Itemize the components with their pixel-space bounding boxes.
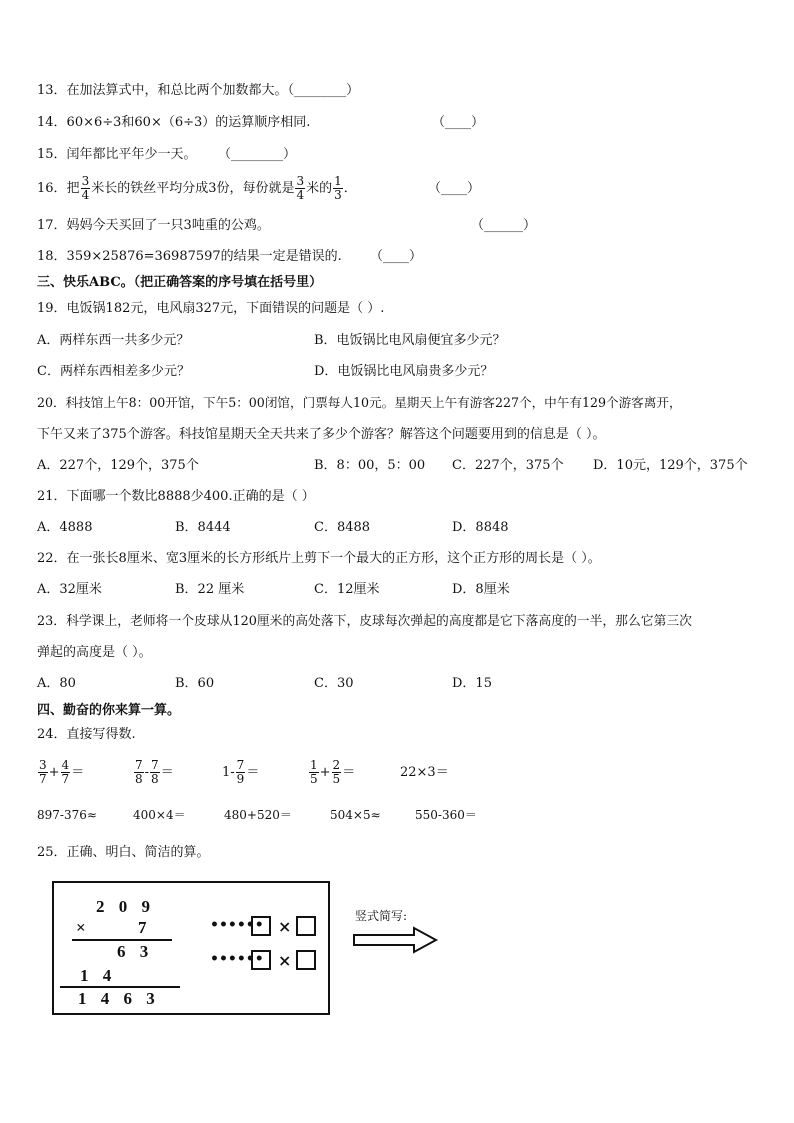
q13 [37, 82, 359, 100]
dots-row-1: •••••• [210, 917, 264, 933]
times-sign-row-1: × [278, 917, 292, 936]
vertical-line-multiplicand: 2 0 9 [96, 897, 155, 916]
numerator: 2 [332, 758, 341, 772]
q16-number: 16． [37, 181, 67, 196]
numerator: 7 [135, 758, 143, 772]
q24-item-3 [222, 756, 259, 790]
q24-row2-item-5: 550-360＝ [415, 808, 477, 822]
q22-option-d[interactable]: D．8厘米 [452, 582, 510, 597]
q19-option-c[interactable]: C．两样东西相差多少元？ [37, 364, 190, 379]
q22-option-c[interactable]: C．12厘米 [314, 582, 380, 597]
dots-row-2: •••••• [210, 951, 264, 967]
q24-item-4 [308, 756, 355, 790]
prefix: 1- [222, 765, 235, 780]
q18-number: 18． [37, 249, 67, 264]
equals: ＝ [246, 765, 260, 780]
q16-f2-numerator: 3 [296, 174, 305, 188]
denominator: 9 [236, 772, 245, 786]
operator: + [319, 765, 331, 780]
q16-fraction-3 [333, 175, 343, 202]
q24-item2-frac-b [150, 759, 160, 786]
q23-option-a[interactable]: A．80 [37, 676, 76, 691]
q24-item1-frac-b [61, 759, 71, 786]
q24-row2-item-2: 400×4＝ [133, 808, 186, 822]
numerator: 3 [39, 758, 47, 772]
q16 [37, 172, 357, 206]
q24-item1-frac-a [38, 759, 48, 786]
vertical-times-sign: × [76, 918, 91, 937]
q18 [37, 248, 342, 266]
vertical-line-product: 1 4 6 3 [78, 989, 160, 1008]
q24-stem: 24．直接写得数. [37, 727, 136, 742]
numerator: 7 [236, 758, 245, 772]
equals: ＝ [342, 765, 356, 780]
q15-blank[interactable]: （________） [218, 147, 297, 162]
q24-row2-item-4: 504×5≈ [330, 808, 381, 822]
q16-f3-denominator: 3 [334, 188, 342, 202]
q20-stem-line2: 下午又来了375个游客。科技馆星期天全天共来了多少个游客？解答这个问题要用到的信息是（ ）。 [37, 427, 606, 442]
q19-option-d[interactable]: D．电饭锅比电风扇贵多少元？ [314, 364, 494, 379]
q17 [37, 217, 270, 235]
q18-text: 359×25876=36987597的结果一定是错误的. [66, 249, 342, 264]
q14-number: 14． [37, 115, 67, 130]
q25-stem: 25．正确、明白、简洁的算。 [37, 845, 210, 860]
denominator: 5 [332, 772, 341, 786]
q16-f2-denominator: 4 [296, 188, 305, 202]
q15-number: 15． [37, 147, 67, 162]
q23-stem-line1: 23．科学课上，老师将一个皮球从120厘米的高处落下，皮球每次弹起的高度都是它下落高度的一半，那么它第三次 [37, 614, 692, 629]
q13-blank[interactable]: （________） [287, 83, 360, 98]
q17-blank[interactable]: （______） [471, 218, 537, 233]
q15 [37, 146, 197, 164]
arrow-label: 竖式简写: [355, 909, 408, 923]
q21-option-c[interactable]: C．8488 [314, 520, 371, 535]
q16-mid2: 米的 [306, 181, 333, 196]
q20-stem-line1: 20．科技馆上午8：00开馆，下午5：00闭馆，门票每人10元。星期天上午有游客227个，中午有129个游客离开， [37, 395, 682, 410]
right-arrow-icon [352, 926, 440, 954]
q15-text: 闰年都比平年少一天。 [66, 147, 197, 162]
q24-item4-frac-b [332, 759, 342, 786]
numerator: 1 [310, 758, 318, 772]
q14-text: 60×6÷3和60×（6÷3）的运算顺序相同. [66, 115, 311, 130]
denominator: 8 [151, 772, 159, 786]
denominator: 7 [61, 772, 70, 786]
q19-stem: 19．电饭锅182元，电风扇327元，下面错误的问题是（ ）. [37, 301, 385, 316]
numerator: 7 [151, 758, 159, 772]
q13-number: 13． [37, 83, 67, 98]
q19-option-b[interactable]: B．电饭锅比电风扇便宜多少元？ [314, 333, 506, 348]
q16-fraction-1 [81, 175, 91, 202]
q16-mid: 米长的铁丝平均分成3份，每份就是 [91, 181, 295, 196]
q21-option-b[interactable]: B．8444 [175, 520, 231, 535]
operator: + [48, 765, 60, 780]
vertical-line-partial-2: 1 4 [80, 966, 117, 985]
denominator: 5 [310, 772, 318, 786]
q16-fraction-2 [295, 175, 305, 202]
q22-stem: 22．在一张长8厘米、宽3厘米的长方形纸片上剪下一个最大的正方形，这个正方形的周长是（ ）。 [37, 551, 601, 566]
answer-box-2[interactable] [296, 916, 316, 936]
times-sign-row-2: × [278, 951, 292, 970]
q22-option-b[interactable]: B．22 厘米 [175, 582, 245, 597]
answer-box-3[interactable] [251, 950, 271, 970]
q13-text: 在加法算式中，和总比两个加数都大。 [66, 83, 288, 98]
vertical-line-partial-1: 6 3 [117, 942, 154, 961]
denominator: 7 [39, 772, 47, 786]
vertical-rule-2 [60, 986, 180, 988]
section-4-heading: 四、勤奋的你来算一算。 [37, 703, 181, 718]
q21-stem: 21．下面哪一个数比8888少400.正确的是（ ） [37, 489, 315, 504]
q16-pre: 把 [66, 181, 80, 196]
q21-option-a[interactable]: A．4888 [37, 520, 93, 535]
q23-option-b[interactable]: B．60 [175, 676, 215, 691]
q24-item-2 [133, 756, 174, 790]
equals: ＝ [71, 765, 85, 780]
q24-item4-frac-a [309, 759, 319, 786]
q20-option-a[interactable]: A．227个，129个，375个 [37, 458, 199, 473]
q17-text: 妈妈今天买回了一只3吨重的公鸡。 [66, 218, 270, 233]
q21-option-d[interactable]: D．8848 [452, 520, 509, 535]
operator: - [144, 765, 150, 780]
q24-row2-item-3: 480+520＝ [224, 808, 292, 822]
q16-blank[interactable]: （____） [428, 181, 481, 196]
answer-box-4[interactable] [296, 950, 316, 970]
q22-option-a[interactable]: A．32厘米 [37, 582, 102, 597]
q14 [37, 114, 310, 132]
q23-stem-line2: 弹起的高度是（ ）。 [37, 645, 152, 660]
denominator: 8 [135, 772, 143, 786]
q20-option-b[interactable]: B．8：00，5：00 [314, 458, 426, 473]
q14-blank[interactable]: （____） [432, 115, 485, 130]
q20-option-d[interactable]: D．10元，129个，375个 [593, 458, 748, 473]
vertical-rule-1 [72, 939, 172, 941]
q24-row2-item-1: 897-376≈ [37, 808, 97, 822]
q23-option-d[interactable]: D．15 [452, 676, 492, 691]
answer-box-1[interactable] [251, 916, 271, 936]
section-3-heading: 三、快乐ABC。（把正确答案的序号填在括号里） [37, 275, 323, 290]
q24-item-5: 22×3＝ [400, 765, 449, 780]
q16-f1-numerator: 3 [81, 174, 90, 188]
q17-number: 17． [37, 218, 67, 233]
q16-f3-numerator: 1 [334, 174, 342, 188]
q24-item3-frac [236, 759, 246, 786]
numerator: 4 [61, 758, 70, 772]
q24-item2-frac-a [134, 759, 144, 786]
q20-option-c[interactable]: C．227个，375个 [452, 458, 564, 473]
q24-item-1 [37, 756, 84, 790]
q18-blank[interactable]: （____） [370, 249, 423, 264]
q19-option-a[interactable]: A．两样东西一共多少元？ [37, 333, 190, 348]
q16-f1-denominator: 4 [81, 188, 90, 202]
q23-option-c[interactable]: C．30 [314, 676, 354, 691]
equals: ＝ [160, 765, 174, 780]
q16-end: ． [343, 181, 357, 196]
vertical-line-multiplier: 7 [138, 918, 152, 937]
